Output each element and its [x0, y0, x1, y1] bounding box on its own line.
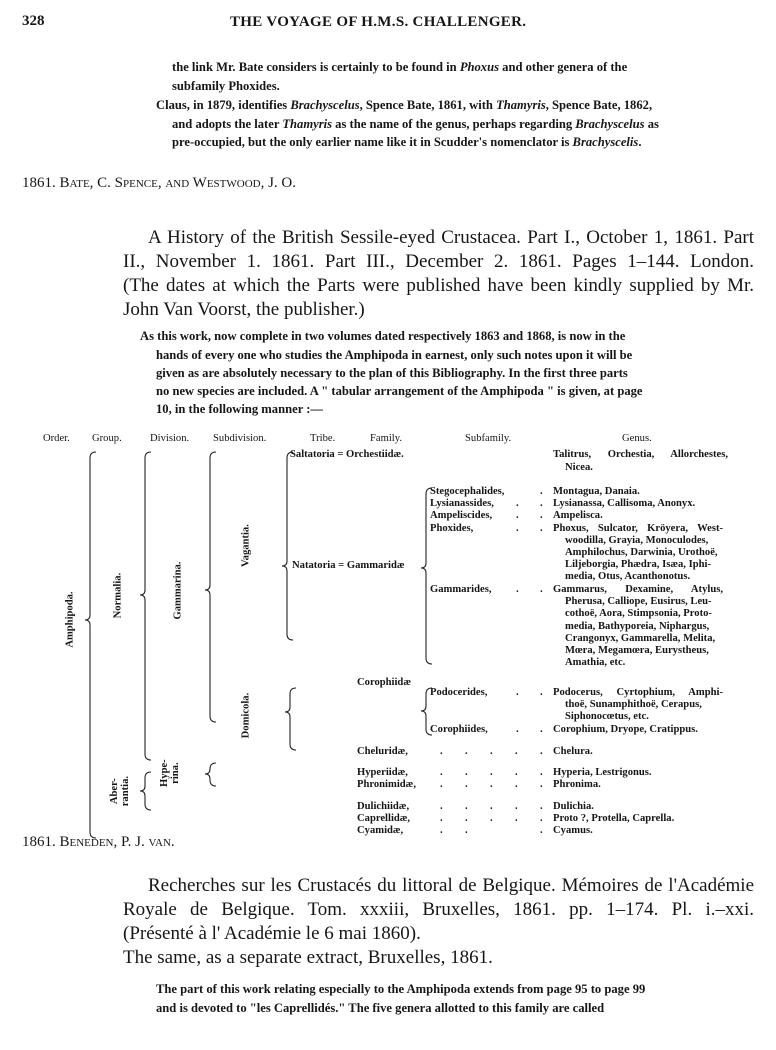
- genus-line: Gammarus, Dexamine, Atylus,: [553, 584, 723, 595]
- leader-dot: .: [515, 813, 518, 824]
- subfamily-item: Corophiides,: [430, 724, 488, 735]
- genus-line: Siphonocœtus, etc.: [565, 711, 649, 722]
- text-run: and other genera of the: [499, 60, 628, 74]
- genus-line: media, Otus, Acanthonotus.: [565, 571, 691, 582]
- genus-line: Dulichia.: [553, 801, 594, 812]
- subdivision-label-vagantia: Vagantia.: [240, 524, 252, 568]
- family-item: Cheluridæ,: [357, 746, 408, 757]
- leader-dot: .: [516, 687, 519, 698]
- genus-line: Chelura.: [553, 746, 593, 757]
- leader-dot: .: [540, 813, 543, 824]
- leader-dot: .: [440, 767, 443, 778]
- family-item: Cyamidæ,: [357, 825, 404, 836]
- subfamily-item: Lysianassides,: [430, 498, 494, 509]
- leader-dot: .: [540, 801, 543, 812]
- leader-dot: .: [440, 825, 443, 836]
- genus-line: Crangonyx, Gammarella, Melita,: [565, 633, 716, 644]
- leader-dot: .: [465, 746, 468, 757]
- header-order: Order.: [43, 433, 70, 444]
- brace: [421, 488, 432, 664]
- leader-dot: .: [540, 779, 543, 790]
- leader-dot: .: [465, 801, 468, 812]
- leader-dot: .: [490, 801, 493, 812]
- leader-dot: .: [540, 724, 543, 735]
- entry-year: 1861.: [22, 175, 56, 191]
- leader-dot: .: [490, 746, 493, 757]
- division-label-gammarina: Gammarina.: [172, 561, 184, 620]
- brace: [140, 772, 151, 810]
- leader-dot: .: [440, 746, 443, 757]
- note-line: 10, in the following manner :—: [156, 402, 323, 416]
- subfamily-item: Ampeliscides,: [430, 510, 493, 521]
- family-item: Hyperiidæ,: [357, 767, 408, 778]
- header-family: Family.: [370, 433, 402, 444]
- brace: [285, 688, 296, 750]
- genus-name: Brachyscelus: [575, 117, 645, 131]
- leader-dot: .: [490, 779, 493, 790]
- genus-line: Ampelisca.: [553, 510, 603, 521]
- leader-dot: .: [516, 523, 519, 534]
- leader-dot: .: [540, 687, 543, 698]
- title-line: A History of the British Sessile-eyed Crustacea. Part I., October 1, 1861. Part: [148, 227, 754, 248]
- leader-dot: .: [540, 510, 543, 521]
- leader-dot: .: [515, 779, 518, 790]
- order-label: Amphipoda.: [64, 591, 76, 648]
- leader-dot: .: [465, 779, 468, 790]
- genus-line: Amphilochus, Darwinia, Urothoë,: [565, 547, 718, 558]
- text-run: the link Mr. Bate considers is certainly to be found in: [172, 60, 460, 74]
- note-line: and is devoted to "les Caprellidés." The five genera allotted to this family are called: [156, 1001, 605, 1015]
- entry-year: 1861.: [22, 834, 56, 850]
- genus-line: Cyamus.: [553, 825, 593, 836]
- text-run: , Spence Bate, 1862,: [545, 98, 653, 112]
- brace: [205, 763, 216, 786]
- title-line: II., November 1. 1861. Part III., December 2. 1861. Pages 1–144. London.: [123, 251, 754, 272]
- title-line: Recherches sur les Crustacés du littoral de Belgique. Mémoires de l'Académie: [148, 875, 754, 896]
- family-item: Corophiidæ: [357, 677, 411, 688]
- genus-line: Mœra, Megamœra, Eurystheus,: [565, 645, 709, 656]
- leader-dot: .: [516, 724, 519, 735]
- genus-line: Proto ?, Protella, Caprella.: [553, 813, 675, 824]
- leader-dot: .: [516, 510, 519, 521]
- genus-line: Corophium, Dryope, Cratippus.: [553, 724, 698, 735]
- family-item: Caprellidæ,: [357, 813, 411, 824]
- leader-dot: .: [440, 801, 443, 812]
- genus-name: Thamyris: [496, 98, 546, 112]
- leader-dot: .: [540, 486, 543, 497]
- tribe-natatoria: Natatoria = Gammaridæ: [292, 560, 405, 571]
- genus-line: woodilla, Grayia, Monoculodes,: [565, 535, 709, 546]
- genus-line: media, Bathyporeia, Niphargus,: [565, 621, 710, 632]
- genus-line: cothoë, Aora, Stimpsonia, Proto-: [565, 608, 712, 619]
- genus-name: Phoxus: [459, 60, 500, 74]
- genus-line: Hyperia, Lestrigonus.: [553, 767, 652, 778]
- genus-line: Phoxus, Sulcator, Kröyera, West-: [553, 523, 723, 534]
- note-line: no new species are included. A " tabular arrangement of the Amphipoda " is given, at page: [156, 384, 643, 398]
- subfamily-item: Gammarides,: [430, 584, 492, 595]
- running-title: THE VOYAGE OF H.M.S. CHALLENGER.: [230, 14, 527, 30]
- family-item: Dulichiidæ,: [357, 801, 410, 812]
- header-division: Division.: [150, 433, 190, 444]
- tribe-saltatoria: Saltatoria = Orchestiidæ.: [290, 449, 404, 460]
- genus-line: Liljeborgia, Phædra, Isæa, Iphi-: [565, 559, 711, 570]
- genus-line: Podocerus, Cyrtophium, Amphi-: [553, 687, 723, 698]
- header-tribe: Tribe.: [310, 433, 336, 444]
- header-subdivision: Subdivision.: [213, 433, 267, 444]
- family-item: Phronimidæ,: [357, 779, 416, 790]
- leader-dot: .: [465, 813, 468, 824]
- page-number: 328: [22, 13, 45, 29]
- entry-authors: Bate, C. Spence, and Westwood, J. O.: [59, 175, 297, 191]
- division-label-hyperina: Hype- rina.: [158, 759, 181, 787]
- genus-line: Talitrus, Orchestia, Allorchestes,: [553, 449, 728, 460]
- subdivision-label-domicola: Domicola.: [240, 692, 252, 739]
- text-run: pre-occupied, but the only earlier name like it in Scudder's nomenclator is: [172, 135, 573, 149]
- leader-dot: .: [540, 746, 543, 757]
- leader-dot: .: [540, 767, 543, 778]
- leader-dot: .: [540, 825, 543, 836]
- brace: [140, 452, 151, 760]
- header-genus: Genus.: [622, 433, 652, 444]
- genus-line: Nicea.: [565, 462, 593, 473]
- leader-dot: .: [490, 813, 493, 824]
- leader-dot: .: [540, 584, 543, 595]
- genus-name: Thamyris: [282, 117, 333, 131]
- genus-line: Lysianassa, Callisoma, Anonyx.: [553, 498, 696, 509]
- text-run: .: [638, 135, 642, 149]
- subfamily-item: Stegocephalides,: [430, 486, 505, 497]
- leader-dot: .: [516, 584, 519, 595]
- brace: [85, 452, 96, 838]
- note-line: hands of every one who studies the Amphipoda in earnest, only such notes upon it will be: [156, 348, 633, 362]
- subfamily-item: Phoxides,: [430, 523, 474, 534]
- group-label-normalia: Normalia.: [112, 572, 124, 619]
- title-line: (Présenté à l' Académie le 6 mai 1860).: [123, 923, 421, 944]
- genus-name: Brachyscelus: [290, 98, 360, 112]
- entry-heading: [22, 835, 175, 850]
- header-subfamily: Subfamily.: [465, 433, 512, 444]
- genus-line: Pherusa, Calliope, Eusirus, Leu-: [565, 596, 712, 607]
- note-line: The part of this work relating especially to the Amphipoda extends from page 95 to page 99: [156, 982, 646, 996]
- leader-dot: .: [440, 813, 443, 824]
- entry-authors: Beneden, P. J. van.: [59, 834, 175, 850]
- header-group: Group.: [92, 433, 122, 444]
- text-run: subfamily Phoxides.: [172, 79, 280, 93]
- leader-dot: .: [465, 767, 468, 778]
- leader-dot: .: [440, 779, 443, 790]
- leader-dot: .: [515, 767, 518, 778]
- brace: [421, 688, 432, 735]
- leader-dot: .: [465, 825, 468, 836]
- note-line: As this work, now complete in two volumes dated respectively 1863 and 1868, is now in the: [140, 329, 626, 343]
- leader-dot: .: [516, 498, 519, 509]
- leader-dot: .: [515, 801, 518, 812]
- title-line: (The dates at which the Parts were published have been kindly supplied by Mr.: [123, 275, 754, 296]
- leader-dot: .: [540, 498, 543, 509]
- title-line: Royale de Belgique. Tom. xxxiii, Bruxelles, 1861. pp. 1–174. Pl. i.–xxi.: [123, 899, 754, 920]
- subfamily-item: Podocerides,: [430, 687, 488, 698]
- text-run: Claus, in 1879, identifies: [156, 98, 291, 112]
- text-run: as: [644, 117, 659, 131]
- text-run: as the name of the genus, perhaps regarding: [332, 117, 576, 131]
- title-line: John Van Voorst, the publisher.): [123, 299, 365, 320]
- group-label-aberrantia: Aber- rantia.: [108, 775, 131, 807]
- leader-dot: .: [540, 523, 543, 534]
- leader-dot: .: [515, 746, 518, 757]
- text-run: and adopts the later: [172, 117, 283, 131]
- note-line: given as are absolutely necessary to the plan of this Bibliography. In the first three parts: [156, 366, 628, 380]
- genus-line: Amathia, etc.: [565, 657, 626, 668]
- brace: [282, 452, 293, 640]
- genus-line: Phronima.: [553, 779, 601, 790]
- genus-line: Montagua, Danaia.: [553, 486, 640, 497]
- genus-name: Brachyscelis: [572, 135, 639, 149]
- genus-line: thoë, Sunamphithoë, Cerapus,: [565, 699, 702, 710]
- title-line: The same, as a separate extract, Bruxelles, 1861.: [123, 947, 493, 968]
- text-run: , Spence Bate, 1861, with: [359, 98, 497, 112]
- brace: [205, 452, 216, 722]
- leader-dot: .: [490, 767, 493, 778]
